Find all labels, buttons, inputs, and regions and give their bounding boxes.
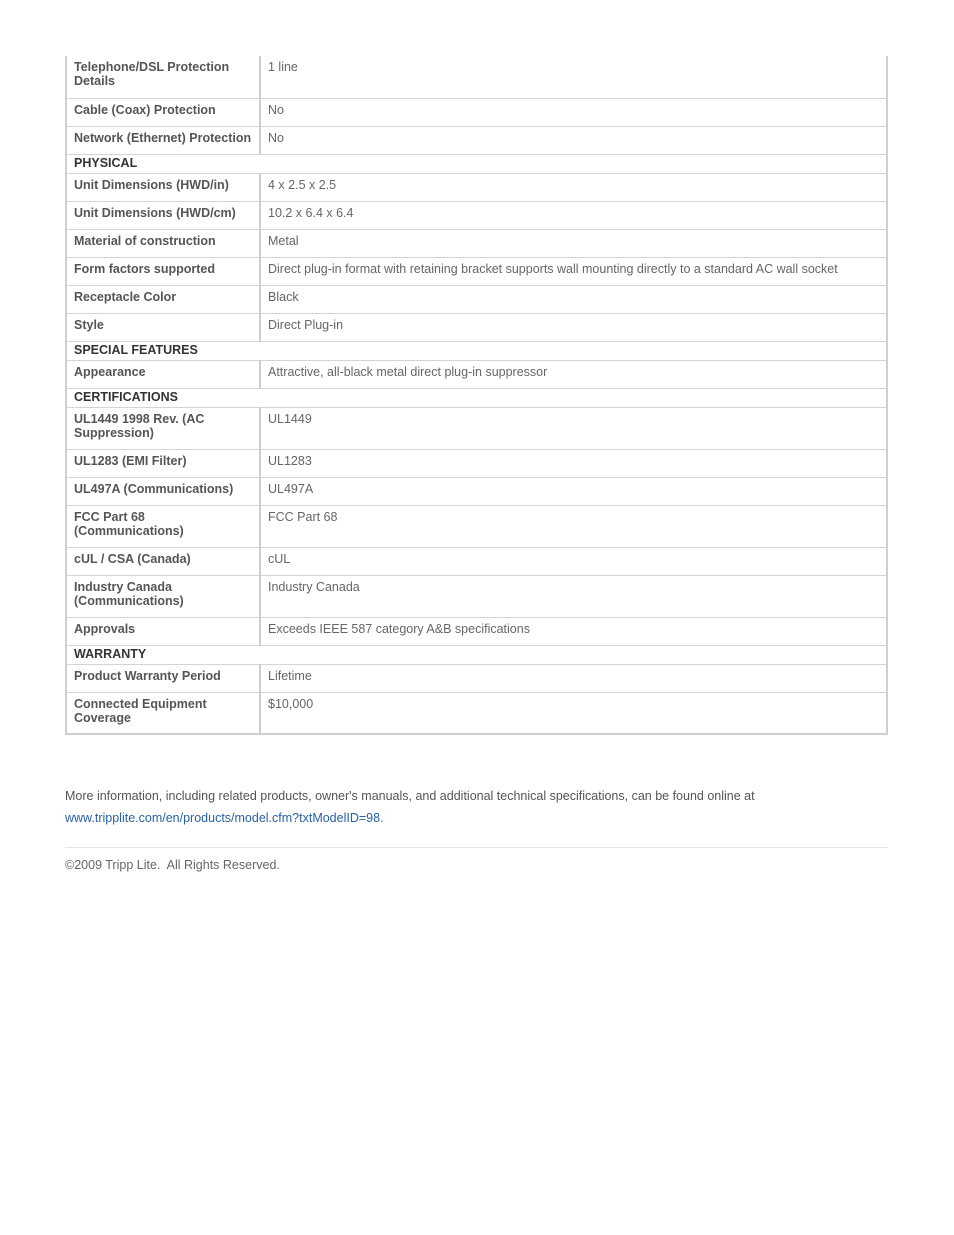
spec-row bbox=[66, 126, 887, 154]
spec-label: FCC Part 68 (Communications) bbox=[66, 505, 260, 547]
spec-row bbox=[66, 617, 887, 645]
spec-row bbox=[66, 664, 887, 692]
spec-row bbox=[66, 692, 887, 734]
spec-row bbox=[66, 229, 887, 257]
spec-value: UL497A bbox=[260, 477, 887, 505]
spec-label: cUL / CSA (Canada) bbox=[66, 547, 260, 575]
spec-value: Industry Canada bbox=[260, 575, 887, 617]
section-header-row bbox=[66, 388, 887, 407]
spec-label: Network (Ethernet) Protection bbox=[66, 126, 260, 154]
copyright-text: ©2009 Tripp Lite. All Rights Reserved. bbox=[65, 858, 280, 872]
spec-row bbox=[66, 360, 887, 388]
spec-row bbox=[66, 449, 887, 477]
spec-label: Form factors supported bbox=[66, 257, 260, 285]
spec-label: UL1283 (EMI Filter) bbox=[66, 449, 260, 477]
spec-label: Connected Equipment Coverage bbox=[66, 692, 260, 734]
spec-value: FCC Part 68 bbox=[260, 505, 887, 547]
spec-value: cUL bbox=[260, 547, 887, 575]
spec-value: Black bbox=[260, 285, 887, 313]
spec-row bbox=[66, 56, 887, 98]
spec-row bbox=[66, 257, 887, 285]
section-header-row bbox=[66, 645, 887, 664]
spec-row bbox=[66, 98, 887, 126]
spec-value: Metal bbox=[260, 229, 887, 257]
spec-value: UL1449 bbox=[260, 407, 887, 449]
spec-label: Material of construction bbox=[66, 229, 260, 257]
spec-label: UL497A (Communications) bbox=[66, 477, 260, 505]
section-header: CERTIFICATIONS bbox=[66, 388, 887, 407]
spec-label: Cable (Coax) Protection bbox=[66, 98, 260, 126]
spec-value: Attractive, all-black metal direct plug-in suppressor bbox=[260, 360, 887, 388]
spec-value: No bbox=[260, 98, 887, 126]
spec-row bbox=[66, 547, 887, 575]
spec-label: Industry Canada (Communications) bbox=[66, 575, 260, 617]
more-info-paragraph bbox=[65, 785, 888, 829]
spec-value: $10,000 bbox=[260, 692, 887, 734]
specifications-table bbox=[65, 56, 888, 735]
spec-label: Approvals bbox=[66, 617, 260, 645]
spec-label: Telephone/DSL Protection Details bbox=[66, 56, 260, 98]
section-header: SPECIAL FEATURES bbox=[66, 341, 887, 360]
specifications-table-body bbox=[66, 56, 887, 734]
spec-value: No bbox=[260, 126, 887, 154]
section-header-row bbox=[66, 341, 887, 360]
more-info-text: More information, including related products, owner's manuals, and additional technical specifications, can be found online at bbox=[65, 789, 755, 803]
footer-divider bbox=[65, 847, 888, 848]
spec-label: Receptacle Color bbox=[66, 285, 260, 313]
spec-value: Direct Plug-in bbox=[260, 313, 887, 341]
spec-row bbox=[66, 407, 887, 449]
spec-row bbox=[66, 505, 887, 547]
spec-value: UL1283 bbox=[260, 449, 887, 477]
spec-label: Appearance bbox=[66, 360, 260, 388]
spec-value: Lifetime bbox=[260, 664, 887, 692]
section-header: PHYSICAL bbox=[66, 154, 887, 173]
spec-row bbox=[66, 285, 887, 313]
product-page-link[interactable]: www.tripplite.com/en/products/model.cfm?txtModelID=98 bbox=[65, 811, 381, 825]
spec-row bbox=[66, 575, 887, 617]
spec-value: 4 x 2.5 x 2.5 bbox=[260, 173, 887, 201]
spec-row bbox=[66, 173, 887, 201]
spec-label: Unit Dimensions (HWD/cm) bbox=[66, 201, 260, 229]
spec-row bbox=[66, 477, 887, 505]
link-suffix: . bbox=[380, 811, 384, 825]
spec-value: Direct plug-in format with retaining bracket supports wall mounting directly to a standard AC wall socket bbox=[260, 257, 887, 285]
spec-value: 1 line bbox=[260, 56, 887, 98]
spec-row bbox=[66, 313, 887, 341]
spec-row bbox=[66, 201, 887, 229]
spec-label: UL1449 1998 Rev. (AC Suppression) bbox=[66, 407, 260, 449]
spec-value: Exceeds IEEE 587 category A&B specifications bbox=[260, 617, 887, 645]
spec-value: 10.2 x 6.4 x 6.4 bbox=[260, 201, 887, 229]
spec-label: Style bbox=[66, 313, 260, 341]
spec-label: Unit Dimensions (HWD/in) bbox=[66, 173, 260, 201]
section-header: WARRANTY bbox=[66, 645, 887, 664]
spec-label: Product Warranty Period bbox=[66, 664, 260, 692]
section-header-row bbox=[66, 154, 887, 173]
